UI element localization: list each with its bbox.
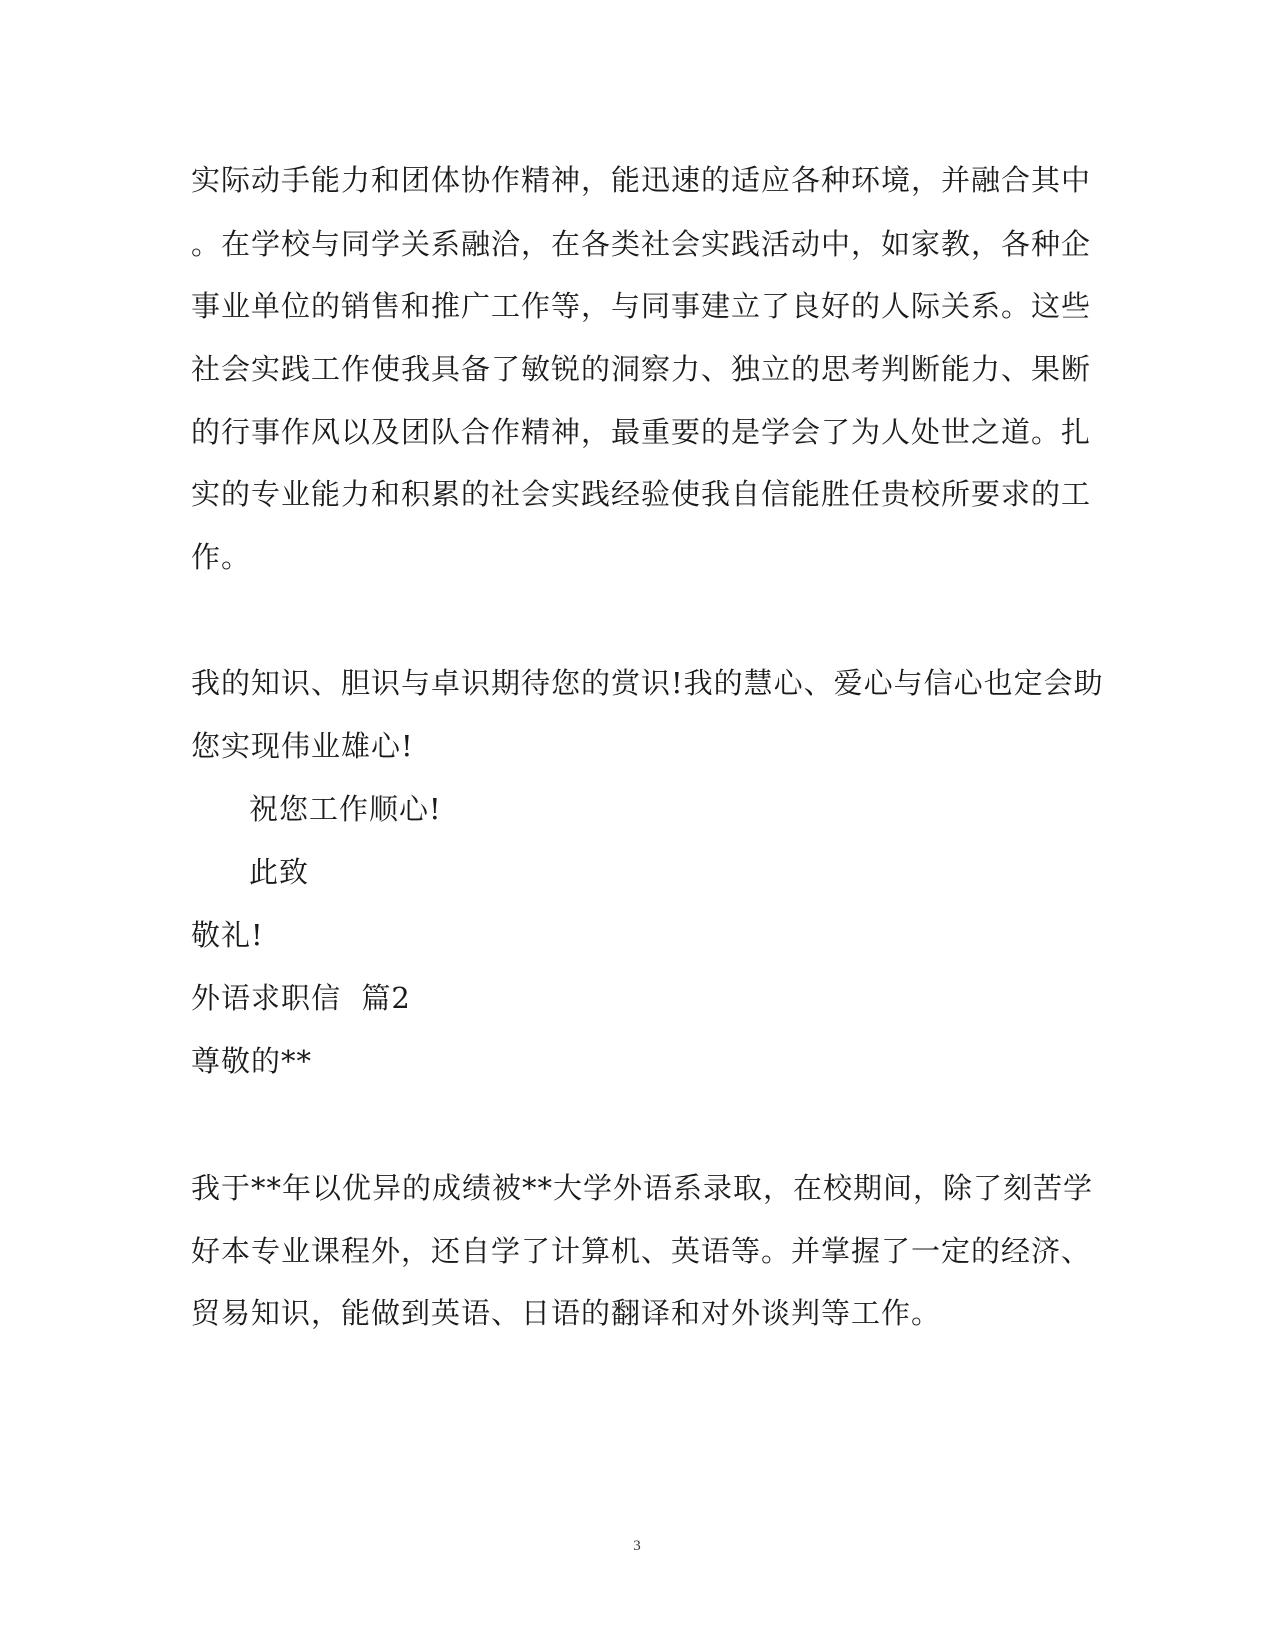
closing-wish: 祝您工作顺心! <box>249 792 442 826</box>
closing-zhi: 此致 <box>249 855 310 889</box>
closing-salute: 敬礼! <box>191 918 264 952</box>
paragraph-2-line-1: 我的知识、胆识与卓识期待您的赏识!我的慧心、爱心与信心也定会助 <box>191 666 1104 700</box>
paragraph-3-line-3: 贸易知识，能做到英语、日语的翻译和对外谈判等工作。 <box>191 1296 942 1330</box>
paragraph-1-line-5: 的行事作风以及团队合作精神，最重要的是学会了为人处世之道。扎 <box>191 415 1092 449</box>
paragraph-2-line-2: 您实现伟业雄心! <box>191 729 414 763</box>
section-title: 外语求职信 篇2 <box>191 981 411 1015</box>
salutation: 尊敬的** <box>191 1044 313 1078</box>
paragraph-1-line-6: 实的专业能力和积累的社会实践经验使我自信能胜任贵校所要求的工 <box>191 477 1092 511</box>
paragraph-3-line-1: 我于**年以优异的成绩被**大学外语系录取，在校期间，除了刻苦学 <box>191 1171 1094 1205</box>
paragraph-1-line-2: 。在学校与同学关系融洽，在各类社会实践活动中，如家教，各种企 <box>191 227 1092 261</box>
paragraph-1-line-3: 事业单位的销售和推广工作等，与同事建立了良好的人际关系。这些 <box>191 289 1092 323</box>
page-number: 3 <box>633 1538 641 1554</box>
paragraph-1-line-4: 社会实践工作使我具备了敏锐的洞察力、独立的思考判断能力、果断 <box>191 352 1092 386</box>
paragraph-3-line-2: 好本专业课程外，还自学了计算机、英语等。并掌握了一定的经济、 <box>191 1234 1092 1268</box>
paragraph-1-line-1: 实际动手能力和团体协作精神，能迅速的适应各种环境，并融合其中 <box>191 163 1092 197</box>
paragraph-1-line-7: 作。 <box>191 540 252 574</box>
